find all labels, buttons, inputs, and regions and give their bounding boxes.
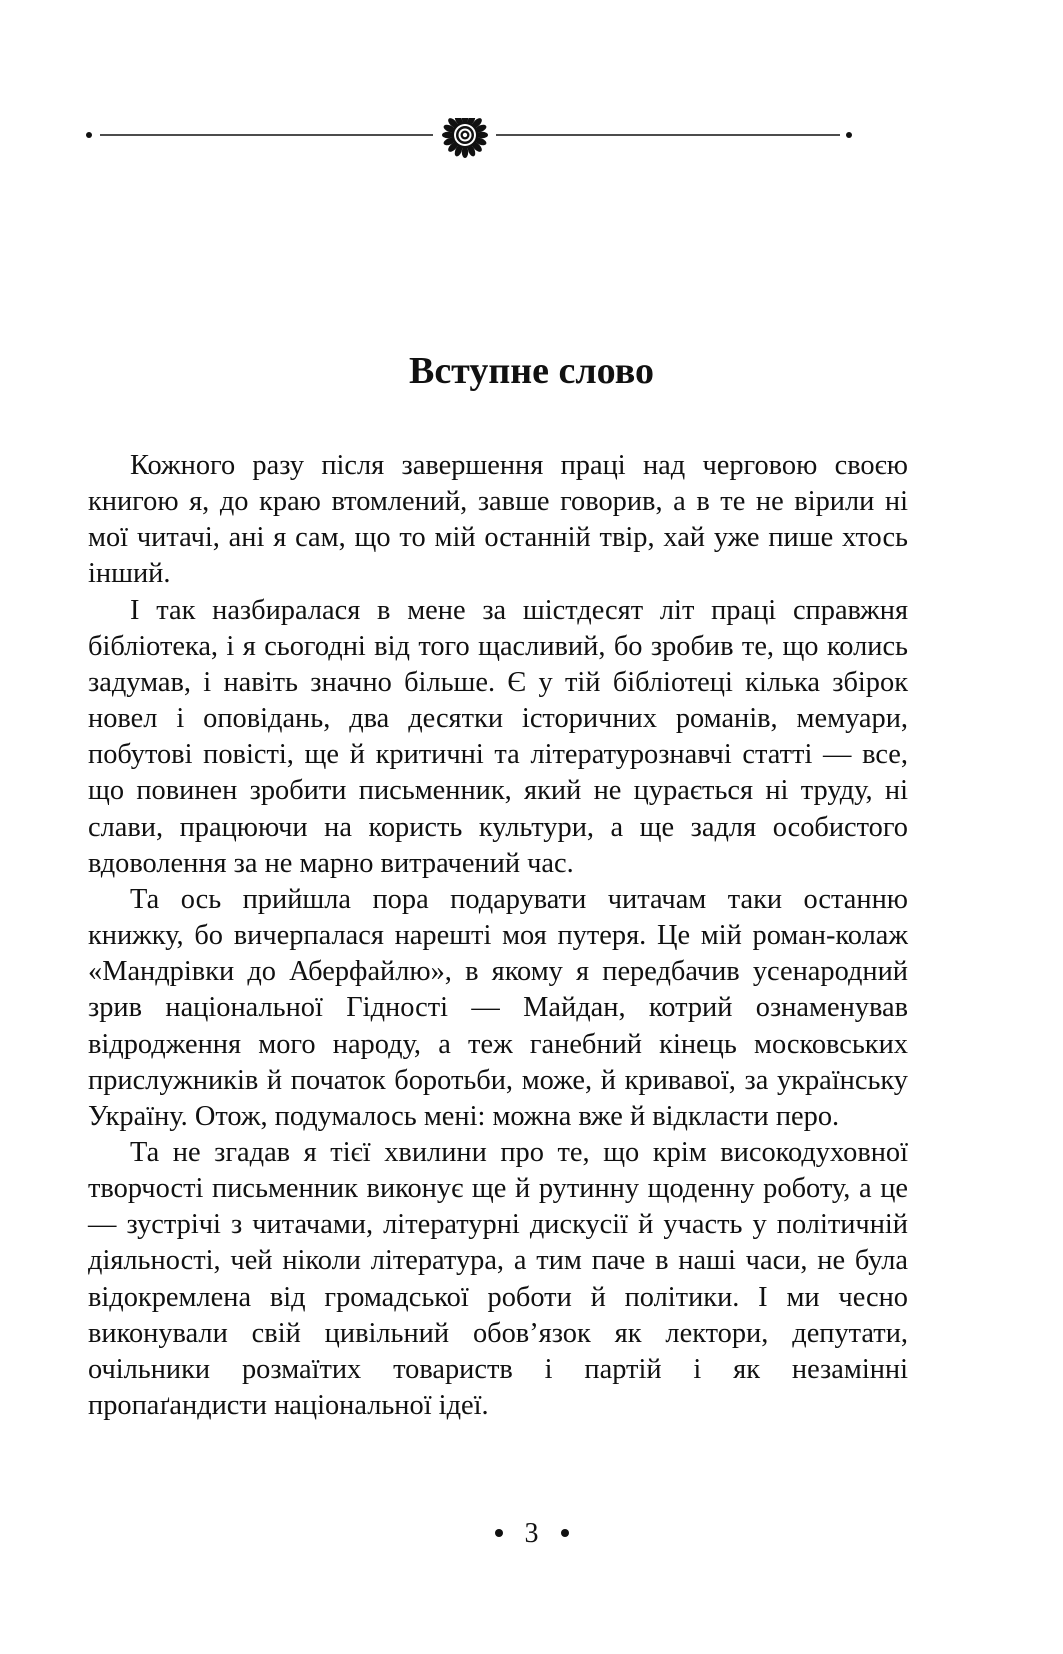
bullet-icon (561, 1529, 569, 1537)
page-footer (0, 1520, 1063, 1548)
paragraph: Та ось прийшла пора подарувати читачам таки останню книжку, бо вичерпалася нарешті моя путеря. Це мій роман-колаж «Мандрівки до Аберфайлю», в якому я передбачив усенародний зрив національної Гідності — Майдан, котрий ознаменував відродження мого народу, а теж ганебний кінець московських прислужників й початок боротьби, може, й кривавої, за українську Україну. Отож, подумалось мені: можна вже й відкласти перо. (88, 883, 908, 1132)
body-text (88, 448, 908, 1424)
header-ornament (86, 118, 906, 168)
paragraph: Кожного разу після завершення праці над черговою своєю книгою я, до краю втомлений, завше говорив, а в те не вірили ні мої читачі, ані я сам, що то мій останній твір, хай уже пише хтось інший. (88, 450, 908, 590)
paragraph: Та не згадав я тієї хвилини про те, що крім високодуховної творчості письменник виконує ще й рутинну щоденну роботу, а це — зустрічі з читачами, літературні дискусії й участь у політичній діяльності, чей ніколи література, а тим паче в наші часи, не була відокремлена від громадської роботи й політики. І ми чесно виконували свій цивільний обов’язок як лектори, депутати, очільники розмаїтих товариств і партій і як незамінні пропаґандисти національної ідеї. (88, 1136, 908, 1422)
page-number: 3 (524, 1518, 539, 1549)
paragraph: І так назбиралася в мене за шістдесят літ праці справжня бібліотека, і я сьогодні від того щасливий, бо зробив те, що колись задумав, і навіть значно більше. Є у тій бібліотеці кілька збірок новел і оповідань, два десятки історичних романів, мемуари, побутові повісті, ще й критичні та літературознавчі статті — все, що повинен зробити письменник, який не цурається ні труду, ні слави, працюючи на користь культури, а ще задля особистого вдоволення за не марно витрачений час. (88, 594, 908, 879)
sunburst-rosette-icon (86, 118, 906, 168)
bullet-icon (495, 1529, 503, 1537)
chapter-title: Вступне слово (408, 350, 655, 392)
